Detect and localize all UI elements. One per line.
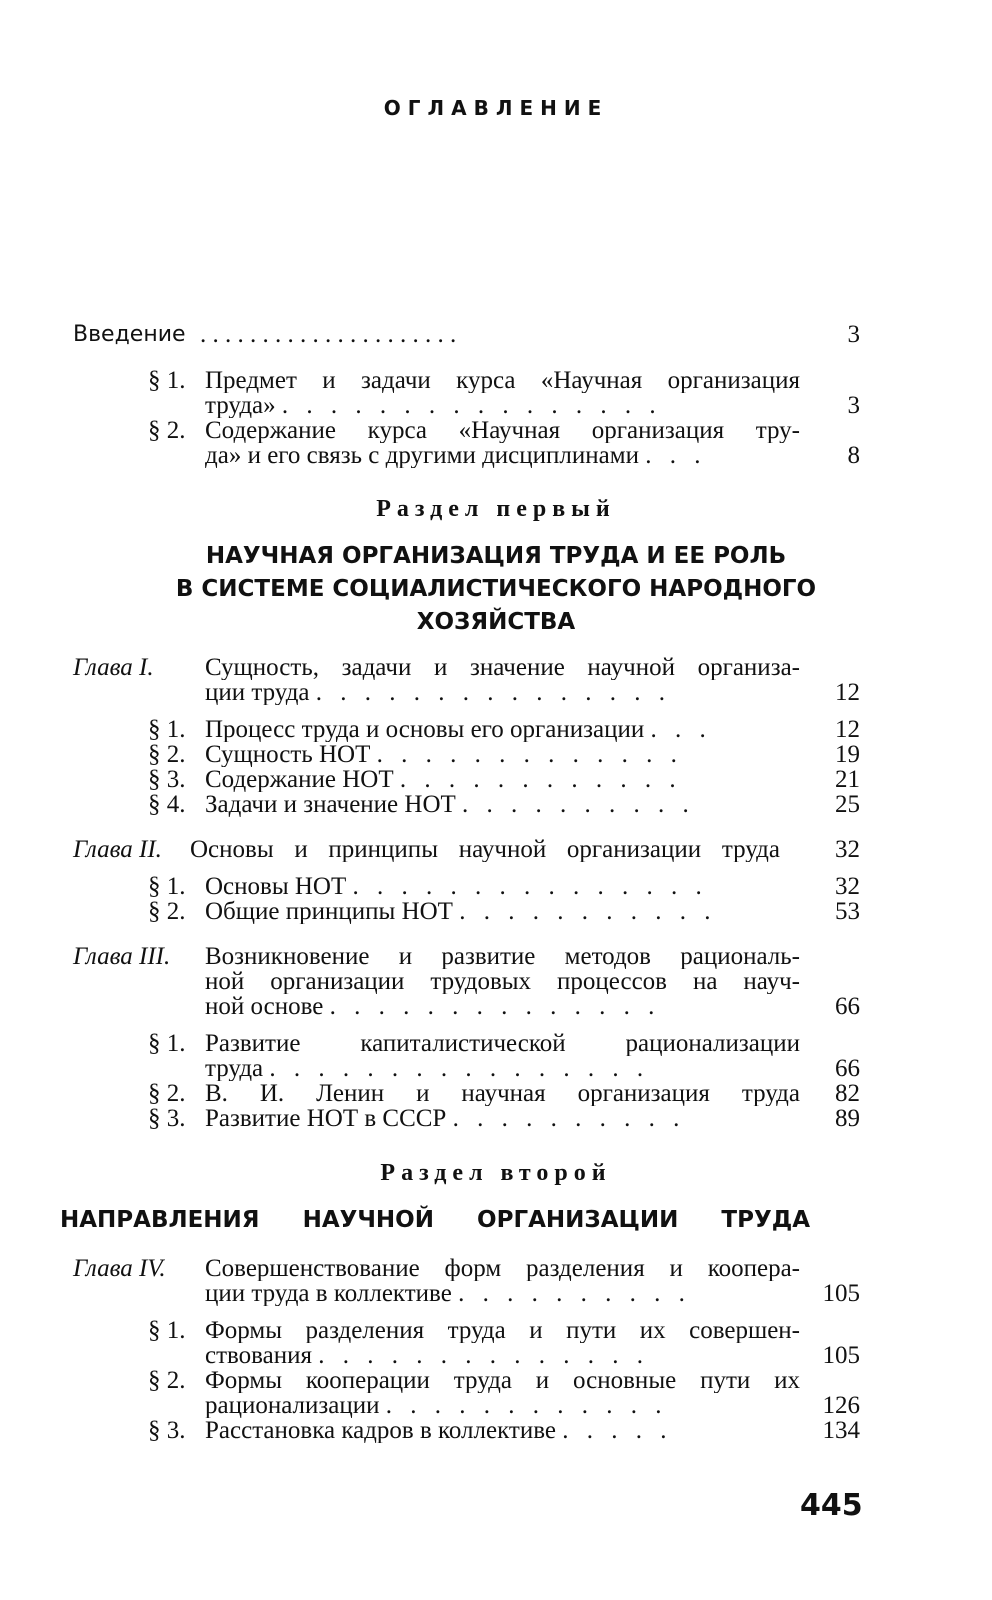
toc-leader-dots: . . . . . . . . . . [462,792,695,817]
toc-page-number: 66 [835,1055,860,1082]
toc-leader-dots: . . . . . . . . . . [458,1281,691,1306]
toc-page-number: 126 [822,1392,860,1419]
toc-section-number: § 3. [148,1105,186,1132]
toc-line [205,742,800,767]
toc-line [205,1056,800,1081]
toc-section-entry [205,767,800,792]
toc-line-text: Содержание НОТ [205,767,394,792]
toc-leader-dots: . . . . . . . . . . . . [399,767,682,792]
toc-section-number: § 2. [148,417,186,444]
toc-line-text: ции труда в коллективе [205,1281,452,1306]
toc-line-text: Процесс труда и основы его организации [205,717,645,742]
toc-line [205,899,800,924]
toc-line: Формы разделения труда и пути их совершен- [205,1318,800,1343]
toc-section-number: § 1. [148,1317,186,1344]
part-label: Раздел первый [376,496,616,522]
toc-line-text: ствования [205,1343,312,1368]
toc-section-entry [205,1318,800,1368]
toc-line: Формы кооперации труда и основные пути их [205,1368,800,1393]
chapter-entry [205,655,800,705]
toc-line [205,994,800,1019]
toc-section-entry [205,874,800,899]
toc-section-entry [205,717,800,742]
toc-intro-dots: . . . . . . . . . . . . . . . . . . . . . [200,321,457,348]
toc-page-number: 25 [835,791,860,818]
part-title-line: ХОЗЯЙСТВА [416,609,576,635]
toc-line: Сущность, задачи и значение научной организа- [205,655,800,680]
toc-line: ной организации трудовых процессов на науч- [205,969,800,994]
toc-page-number: 82 [835,1080,860,1107]
part-title: НАПРАВЛЕНИЯ НАУЧНОЙ ОРГАНИЗАЦИИ ТРУДА [60,1207,810,1233]
toc-page-number: 66 [835,993,860,1020]
toc-section-entry [205,899,800,924]
toc-section-number: § 1. [148,367,186,394]
toc-line [205,680,800,705]
page-title: ОГЛАВЛЕНИЕ [383,96,609,120]
toc-line: Развитие капиталистической рационализации [205,1031,800,1056]
toc-section-entry [205,1106,800,1131]
toc-leader-dots: . . . [645,443,707,468]
toc-line-text: рационализации [205,1393,380,1418]
toc-section-number: § 3. [148,766,186,793]
chapter-entry [205,944,800,1019]
toc-page-number: 8 [847,442,860,469]
toc-leader-dots: . . . . . . . . . . . . . . . [352,874,708,899]
toc-section-number: § 1. [148,873,186,900]
toc-leader-dots: . . . . . . . . . . . . . [376,742,683,767]
toc-page-number: 12 [835,716,860,743]
toc-line [205,717,800,742]
toc-line-text: Задачи и значение НОТ [205,792,456,817]
toc-line [205,1418,800,1443]
toc-leader-dots: . . . . . . . . . . . . . . . . [269,1056,650,1081]
toc-line [205,1281,800,1306]
part-title-line: НАУЧНАЯ ОРГАНИЗАЦИЯ ТРУДА И ЕЕ РОЛЬ [205,543,787,569]
page-number: 445 [800,1488,863,1523]
toc-leader-dots: . . . . . . . . . . . . . . . [315,680,672,705]
toc-section-entry [205,1418,800,1443]
toc-intro-label: Введение [73,322,186,347]
toc-line-text: Сущность НОТ [205,742,371,767]
toc-section-number: § 3. [148,1417,186,1444]
chapter-label: Глава III. [73,943,171,970]
toc-leader-dots: . . . . . . . . . . . [459,899,717,924]
toc-leader-dots: . . . . . . . . . . . . . . [318,1343,649,1368]
toc-line-text: труда [205,1056,264,1081]
toc-section-entry [205,1081,800,1106]
toc-section-number: § 2. [148,1080,186,1107]
toc-page-number: 53 [835,898,860,925]
toc-line [205,443,800,468]
toc-line: Совершенствование форм разделения и коопера- [205,1256,800,1281]
toc-section-entry [205,368,800,418]
toc-line-text: Основы НОТ [205,874,347,899]
toc-section-number: § 4. [148,791,186,818]
toc-leader-dots: . . . . . . . . . . . . [385,1393,668,1418]
chapter-label: Глава IV. [73,1255,166,1282]
toc-line [205,393,800,418]
toc-section-entry [205,792,800,817]
toc-line-text: да» и его связь с другими дисциплинами [205,443,639,468]
toc-leader-dots: . . . [650,717,712,742]
toc-line [205,1343,800,1368]
toc-line: Основы и принципы научной организации труда [190,837,780,862]
toc-page-number: 32 [835,873,860,900]
toc-leader-dots: . . . . . [562,1418,673,1443]
toc-line: В. И. Ленин и научная организация труда [205,1081,800,1106]
toc-page-number: 134 [822,1417,860,1444]
toc-page-number: 19 [835,741,860,768]
toc-section-number: § 1. [148,716,186,743]
toc-leader-dots: . . . . . . . . . . . . . . . . [281,393,662,418]
toc-line [205,1393,800,1418]
toc-line-text: ной основе [205,994,324,1019]
toc-line-text: Развитие НОТ в СССР [205,1106,447,1131]
toc-section-number: § 2. [148,898,186,925]
toc-section-number: § 1. [148,1030,186,1057]
toc-section-entry [205,1031,800,1081]
toc-line-text: Расстановка кадров в коллективе [205,1418,556,1443]
chapter-entry [190,837,780,862]
toc-line [205,767,800,792]
toc-line-text: Общие принципы НОТ [205,899,453,924]
toc-section-entry [205,418,800,468]
part-title [60,540,932,639]
toc-section-entry [205,742,800,767]
chapter-label: Глава II. [73,836,162,863]
toc-line: Содержание курса «Научная организация тру- [205,418,800,443]
toc-section-entry [205,1368,800,1418]
toc-leader-dots: . . . . . . . . . . . . . . [329,994,661,1019]
toc-line-text: ции труда [205,680,310,705]
part-title-line: В СИСТЕМЕ СОЦИАЛИСТИЧЕСКОГО НАРОДНОГО [175,576,817,602]
toc-intro-page: 3 [847,321,860,348]
chapter-label: Глава I. [73,654,154,681]
toc-line: Возникновение и развитие методов рациональ- [205,944,800,969]
toc-section-number: § 2. [148,741,186,768]
toc-section-number: § 2. [148,1367,186,1394]
toc-page-number: 89 [835,1105,860,1132]
toc-line [205,1106,800,1131]
toc-page-number: 3 [847,392,860,419]
toc-page-number: 12 [835,679,860,706]
toc-page-number: 21 [835,766,860,793]
toc-page-number: 105 [822,1280,860,1307]
toc-line [205,874,800,899]
chapter-entry [205,1256,800,1306]
toc-line [205,792,800,817]
toc-line-text: труда» [205,393,276,418]
toc-page-number: 105 [822,1342,860,1369]
part-label: Раздел второй [380,1160,612,1186]
toc-page-number: 32 [835,836,860,863]
toc-leader-dots: . . . . . . . . . . [452,1106,686,1131]
toc-line: Предмет и задачи курса «Научная организация [205,368,800,393]
